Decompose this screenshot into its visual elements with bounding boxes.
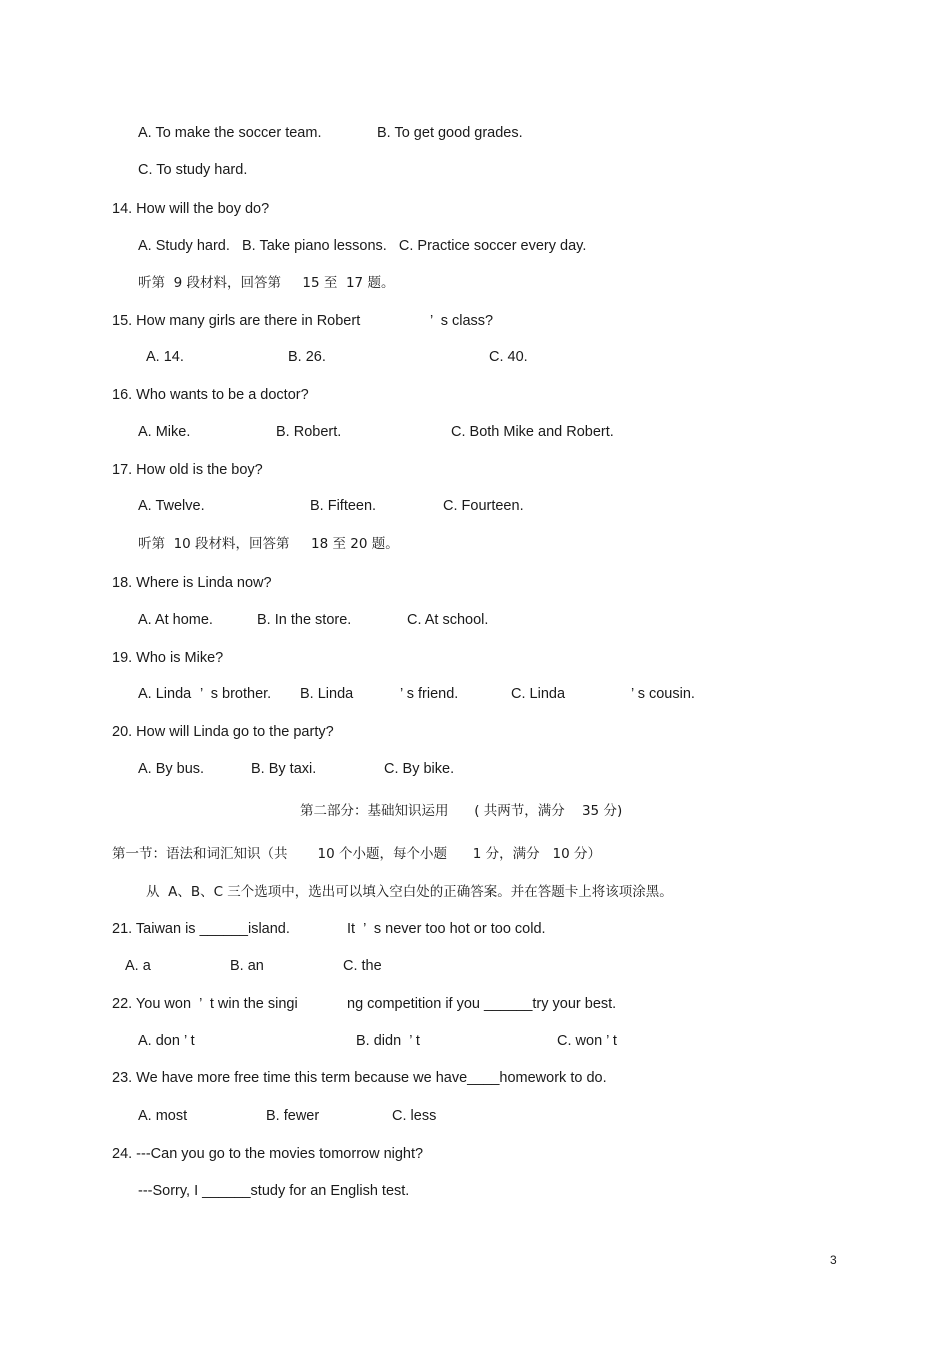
- q22-question-tail: ng competition if you ______try your best.: [347, 996, 617, 1012]
- q14-question: 14. How will the boy do?: [112, 201, 270, 217]
- q15-option-c: C. 40.: [489, 349, 528, 365]
- q13-option-c: C. To study hard.: [138, 162, 248, 178]
- q13-option-a: A. To make the soccer team.: [138, 125, 322, 141]
- q24-question: 24. ---Can you go to the movies tomorrow night?: [112, 1146, 424, 1162]
- q21-option-c: C. the: [343, 958, 382, 974]
- q16-option-c: C. Both Mike and Robert.: [451, 424, 614, 440]
- q21-option-a: A. a: [125, 958, 151, 974]
- q20-option-b: B. By taxi.: [251, 761, 317, 777]
- q20-option-c: C. By bike.: [384, 761, 455, 777]
- q23-option-b: B. fewer: [266, 1108, 320, 1124]
- q19-question: 19. Who is Mike?: [112, 650, 224, 666]
- q17-option-b: B. Fifteen.: [310, 498, 377, 514]
- part-two-heading: 第二部分：基础知识运用 ( 共两节，满分 35 分): [300, 803, 623, 819]
- q16-option-a: A. Mike.: [138, 424, 191, 440]
- q21-question-tail: It ’ s never too hot or too cold.: [347, 921, 546, 937]
- q15-option-a: A. 14.: [146, 349, 184, 365]
- q18-option-c: C. At school.: [407, 612, 489, 628]
- section-one-heading: 第一节：语法和词汇知识（共 10 个小题，每个小题 1 分，满分 10 分）: [112, 846, 601, 862]
- q24-reply: ---Sorry, I ______study for an English test.: [138, 1183, 410, 1199]
- q22-option-b: B. didn ’ t: [356, 1033, 420, 1049]
- q15-question-tail: ’ s class?: [430, 313, 494, 329]
- q14-options: A. Study hard. B. Take piano lessons. C. Practice soccer every day.: [138, 238, 587, 254]
- q16-question: 16. Who wants to be a doctor?: [112, 387, 309, 403]
- q23-option-c: C. less: [392, 1108, 437, 1124]
- q13-option-b: B. To get good grades.: [377, 125, 523, 141]
- q21-question: 21. Taiwan is ______island.: [112, 921, 290, 937]
- q15-question: 15. How many girls are there in Robert: [112, 313, 361, 329]
- q21-option-b: B. an: [230, 958, 264, 974]
- page-number: 3: [830, 1253, 837, 1267]
- q22-option-a: A. don ’ t: [138, 1033, 195, 1049]
- q16-option-b: B. Robert.: [276, 424, 342, 440]
- q19-option-c-tail: ’ s cousin.: [631, 686, 695, 702]
- q22-option-c: C. won ’ t: [557, 1033, 617, 1049]
- q18-option-b: B. In the store.: [257, 612, 352, 628]
- q19-option-a-tail: ’ s brother.: [200, 686, 272, 702]
- q22-question: 22. You won ’ t win the singi: [112, 996, 298, 1012]
- section-one-instruction: 从 A、B、C 三个选项中，选出可以填入空白处的正确答案。并在答题卡上将该项涂黑。: [146, 884, 673, 900]
- q19-option-b-tail: ’ s friend.: [400, 686, 459, 702]
- q18-option-a: A. At home.: [138, 612, 213, 628]
- q17-option-a: A. Twelve.: [138, 498, 205, 514]
- q20-option-a: A. By bus.: [138, 761, 205, 777]
- q19-option-b: B. Linda: [300, 686, 354, 702]
- q19-option-c: C. Linda: [511, 686, 566, 702]
- q23-option-a: A. most: [138, 1108, 188, 1124]
- listening-instruction-10: 听第 10 段材料，回答第 18 至 20 题。: [138, 536, 399, 552]
- listening-instruction-9: 听第 9 段材料，回答第 15 至 17 题。: [138, 275, 395, 291]
- q17-option-c: C. Fourteen.: [443, 498, 524, 514]
- q18-question: 18. Where is Linda now?: [112, 575, 272, 591]
- q20-question: 20. How will Linda go to the party?: [112, 724, 334, 740]
- q17-question: 17. How old is the boy?: [112, 462, 263, 478]
- q15-option-b: B. 26.: [288, 349, 326, 365]
- q23-question: 23. We have more free time this term because we have____homework to do.: [112, 1070, 607, 1086]
- q19-option-a: A. Linda: [138, 686, 192, 702]
